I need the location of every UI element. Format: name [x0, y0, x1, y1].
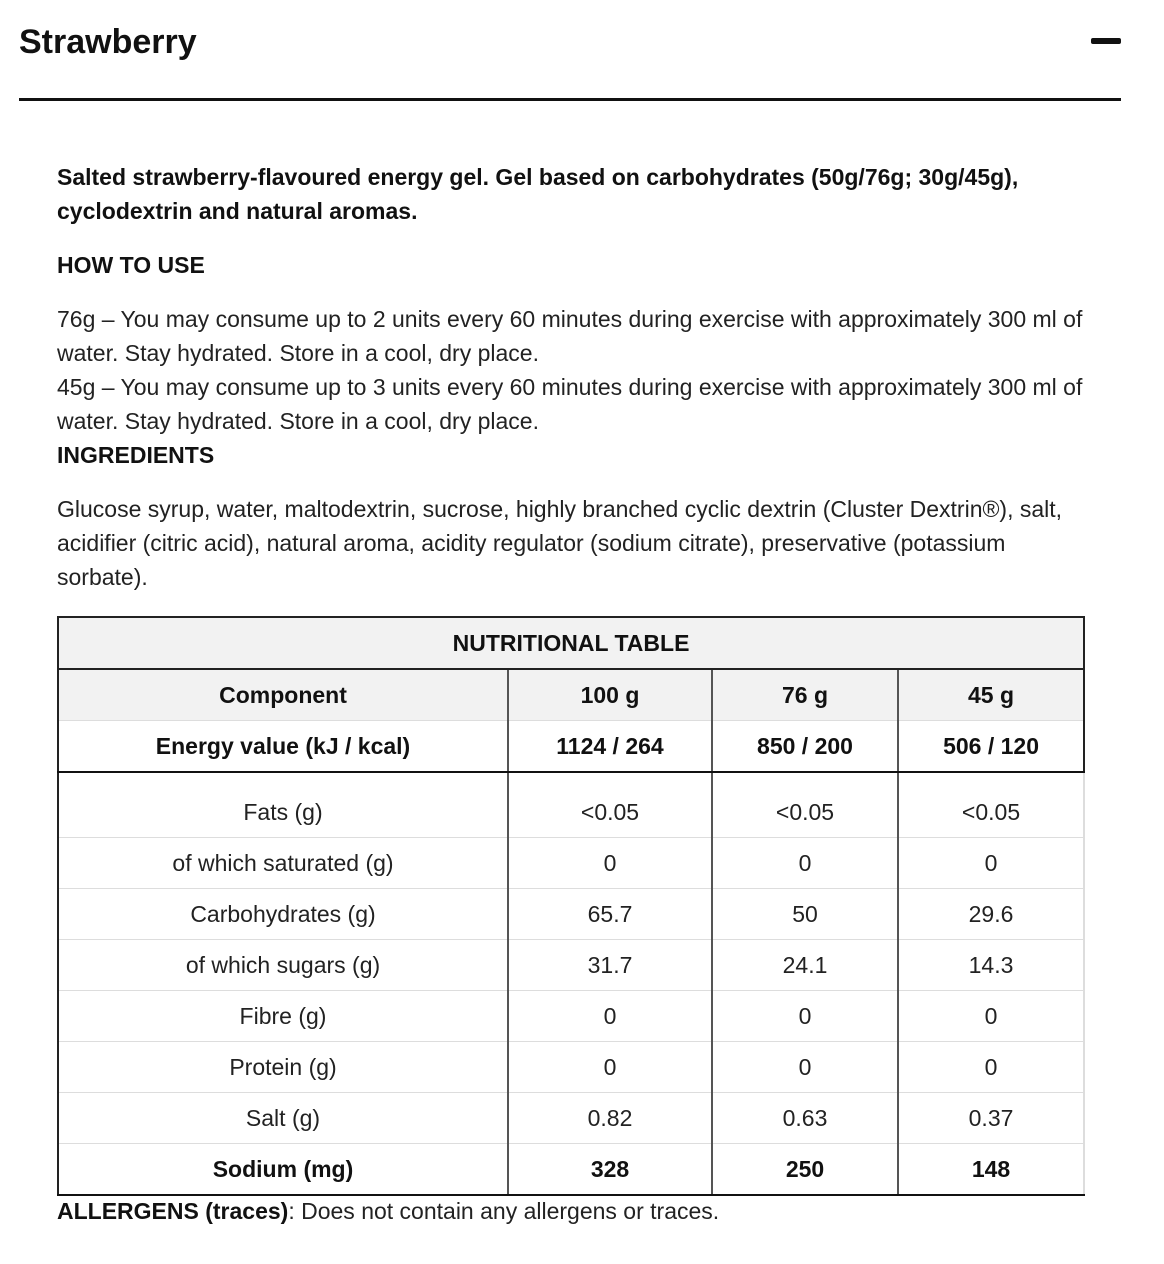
row-label: of which saturated (g) [58, 838, 508, 889]
energy-label: Energy value (kJ / kcal) [58, 721, 508, 773]
column-header-45g: 45 g [898, 669, 1084, 721]
energy-45g: 506 / 120 [898, 721, 1084, 773]
cell-76g: 24.1 [712, 940, 898, 991]
column-header-100g: 100 g [508, 669, 712, 721]
how-to-use-heading: HOW TO USE [57, 252, 205, 278]
product-summary: Salted strawberry-flavoured energy gel. Gel based on carbohydrates (50g/76g; 30g/45g), cyclodextrin and natural aromas. [57, 164, 1019, 224]
cell-100g: 0 [508, 991, 712, 1042]
cell-45g: 0 [898, 1042, 1084, 1093]
table-row [58, 838, 1084, 889]
cell-45g: <0.05 [898, 787, 1084, 838]
energy-76g: 850 / 200 [712, 721, 898, 773]
allergens-label: ALLERGENS (traces) [57, 1198, 289, 1224]
cell-76g: 250 [712, 1144, 898, 1196]
cell-45g: 0 [898, 991, 1084, 1042]
cell-76g: 0 [712, 838, 898, 889]
column-header-component: Component [58, 669, 508, 721]
cell-45g: 0.37 [898, 1093, 1084, 1144]
row-label: Carbohydrates (g) [58, 889, 508, 940]
accordion-header-strawberry[interactable] [19, 0, 1121, 101]
table-row [58, 787, 1084, 838]
cell-100g: 31.7 [508, 940, 712, 991]
row-label: of which sugars (g) [58, 940, 508, 991]
row-label: Salt (g) [58, 1093, 508, 1144]
how-to-use-76g: 76g – You may consume up to 2 units every 60 minutes during exercise with approximately 300 ml of water. Stay hydrated. Store in a cool, dry place. [57, 306, 1083, 366]
cell-45g: 148 [898, 1144, 1084, 1196]
minus-icon[interactable] [1091, 38, 1121, 44]
allergens-text: : Does not contain any allergens or traces. [288, 1198, 720, 1224]
cell-76g: 0 [712, 991, 898, 1042]
cell-100g: 65.7 [508, 889, 712, 940]
table-row [58, 940, 1084, 991]
row-label: Sodium (mg) [58, 1144, 508, 1196]
cell-100g: 0 [508, 838, 712, 889]
cell-45g: 29.6 [898, 889, 1084, 940]
allergens-note [57, 1194, 719, 1228]
cell-100g: 328 [508, 1144, 712, 1196]
table-row [58, 889, 1084, 940]
row-label: Fats (g) [58, 787, 508, 838]
column-header-76g: 76 g [712, 669, 898, 721]
how-to-use-45g: 45g – You may consume up to 3 units every 60 minutes during exercise with approximately 300 ml of water. Stay hydrated. Store in a cool, dry place. [57, 374, 1083, 434]
cell-45g: 14.3 [898, 940, 1084, 991]
cell-45g: 0 [898, 838, 1084, 889]
table-row [58, 991, 1084, 1042]
row-label: Fibre (g) [58, 991, 508, 1042]
nutrition-table [57, 616, 1085, 1196]
energy-100g: 1124 / 264 [508, 721, 712, 773]
row-label: Protein (g) [58, 1042, 508, 1093]
accordion-title: Strawberry [19, 23, 197, 61]
energy-row [58, 721, 1084, 773]
cell-76g: 0 [712, 1042, 898, 1093]
accordion-content [57, 160, 1087, 594]
ingredients-heading: INGREDIENTS [57, 442, 215, 468]
cell-76g: 0.63 [712, 1093, 898, 1144]
cell-100g: 0 [508, 1042, 712, 1093]
cell-100g: 0.82 [508, 1093, 712, 1144]
cell-100g: <0.05 [508, 787, 712, 838]
ingredients-text: Glucose syrup, water, maltodextrin, sucrose, highly branched cyclic dextrin (Cluster Dextrin®), salt, acidifier (citric acid), natural aroma, acidity regulator (sodium citrate), preservative (potassium sorbate). [57, 496, 1063, 590]
table-row [58, 1093, 1084, 1144]
nutrition-table-caption: NUTRITIONAL TABLE [58, 617, 1084, 669]
cell-76g: <0.05 [712, 787, 898, 838]
table-row [58, 1144, 1084, 1196]
table-row [58, 1042, 1084, 1093]
cell-76g: 50 [712, 889, 898, 940]
